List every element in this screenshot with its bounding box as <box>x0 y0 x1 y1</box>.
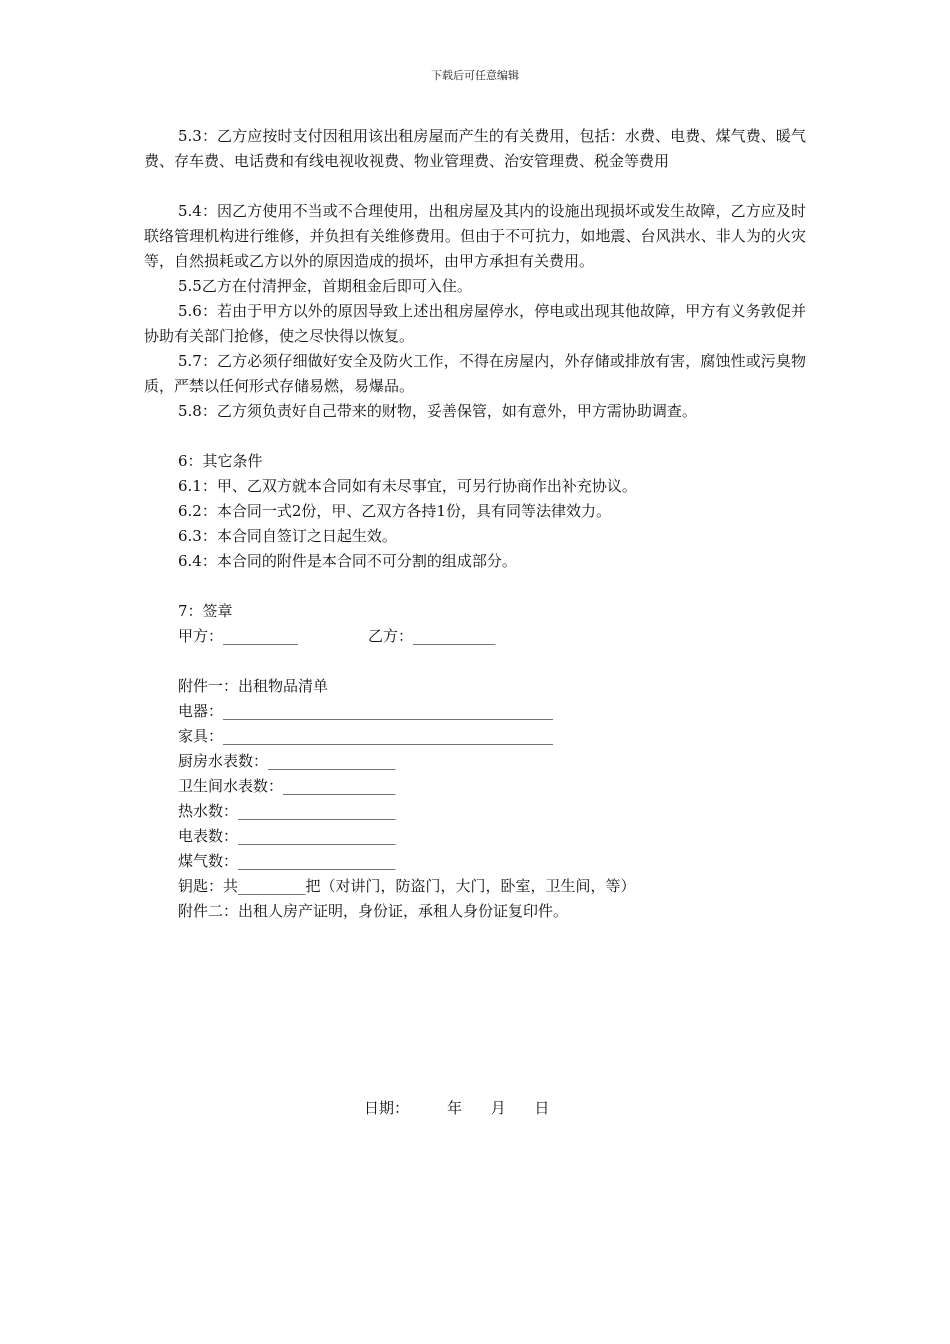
electric-meter-line: 电表数：_____________________ <box>178 827 396 845</box>
party-b-signature: 乙方：___________ <box>368 627 496 645</box>
attachment-2-title: 附件二：出租人房产证明，身份证，承租人身份证复印件。 <box>178 902 569 920</box>
signature-row <box>144 624 806 649</box>
hot-water-line: 热水数：_____________________ <box>178 802 396 820</box>
clause-6-4: 6.4：本合同的附件是本合同不可分割的组成部分。 <box>178 552 517 570</box>
spacer <box>144 424 806 449</box>
clause-5-4: 5.4：因乙方使用不当或不合理使用，出租房屋及其内的设施出现损坏或发生故障，乙方应及时联络管理机构进行维修，并负担有关维修费用。但由于不可抗力，如地震、台风洪水、非人为的火灾等，自然损耗或乙方以外的原因造成的损坏，由甲方承担有关费用。 <box>144 202 806 270</box>
clause-6-3: 6.3：本合同自签订之日起生效。 <box>178 527 397 545</box>
section-6-title: 6：其它条件 <box>178 452 263 470</box>
clause-5-8: 5.8：乙方须负责好自己带来的财物，妥善保管，如有意外，甲方需协助调查。 <box>178 402 697 420</box>
document-body <box>144 124 806 924</box>
page-header: 下载后可任意编辑 <box>431 69 519 82</box>
party-a-signature: 甲方：__________ <box>178 627 299 645</box>
kitchen-water-meter-line: 厨房水表数：_________________ <box>178 752 396 770</box>
clause-6-2: 6.2：本合同一式2份，甲、乙双方各持1份，具有同等法律效力。 <box>178 502 611 520</box>
date-line: 日期： 年 月 日 <box>364 1099 550 1117</box>
spacer <box>144 174 806 199</box>
bathroom-water-meter-line: 卫生间水表数：_______________ <box>178 777 396 795</box>
spacer <box>144 649 806 674</box>
clause-6-1: 6.1：甲、乙双方就本合同如有未尽事宜，可另行协商作出补充协议。 <box>178 477 637 495</box>
spacer <box>144 574 806 599</box>
gas-meter-line: 煤气数：_____________________ <box>178 852 396 870</box>
clause-5-6: 5.6：若由于甲方以外的原因导致上述出租房屋停水，停电或出现其他故障，甲方有义务敦促并协助有关部门抢修，使之尽快得以恢复。 <box>144 302 806 345</box>
section-7-title: 7：签章 <box>178 602 233 620</box>
clause-5-7: 5.7：乙方必须仔细做好安全及防火工作，不得在房屋内，外存储或排放有害，腐蚀性或污臭物质，严禁以任何形式存储易燃，易爆品。 <box>144 352 806 395</box>
furniture-line: 家具：____________________________________________ <box>178 727 554 745</box>
clause-5-5: 5.5乙方在付清押金，首期租金后即可入住。 <box>178 277 472 295</box>
keys-line: 钥匙：共_________把（对讲门，防盗门，大门，卧室，卫生间，等） <box>178 877 636 895</box>
attachment-1-title: 附件一：出租物品清单 <box>178 677 329 695</box>
clause-5-3: 5.3：乙方应按时支付因租用该出租房屋而产生的有关费用，包括：水费、电费、煤气费、暖气费、存车费、电话费和有线电视收视费、物业管理费、治安管理费、税金等费用 <box>144 127 806 170</box>
appliances-line: 电器：____________________________________________ <box>178 702 554 720</box>
